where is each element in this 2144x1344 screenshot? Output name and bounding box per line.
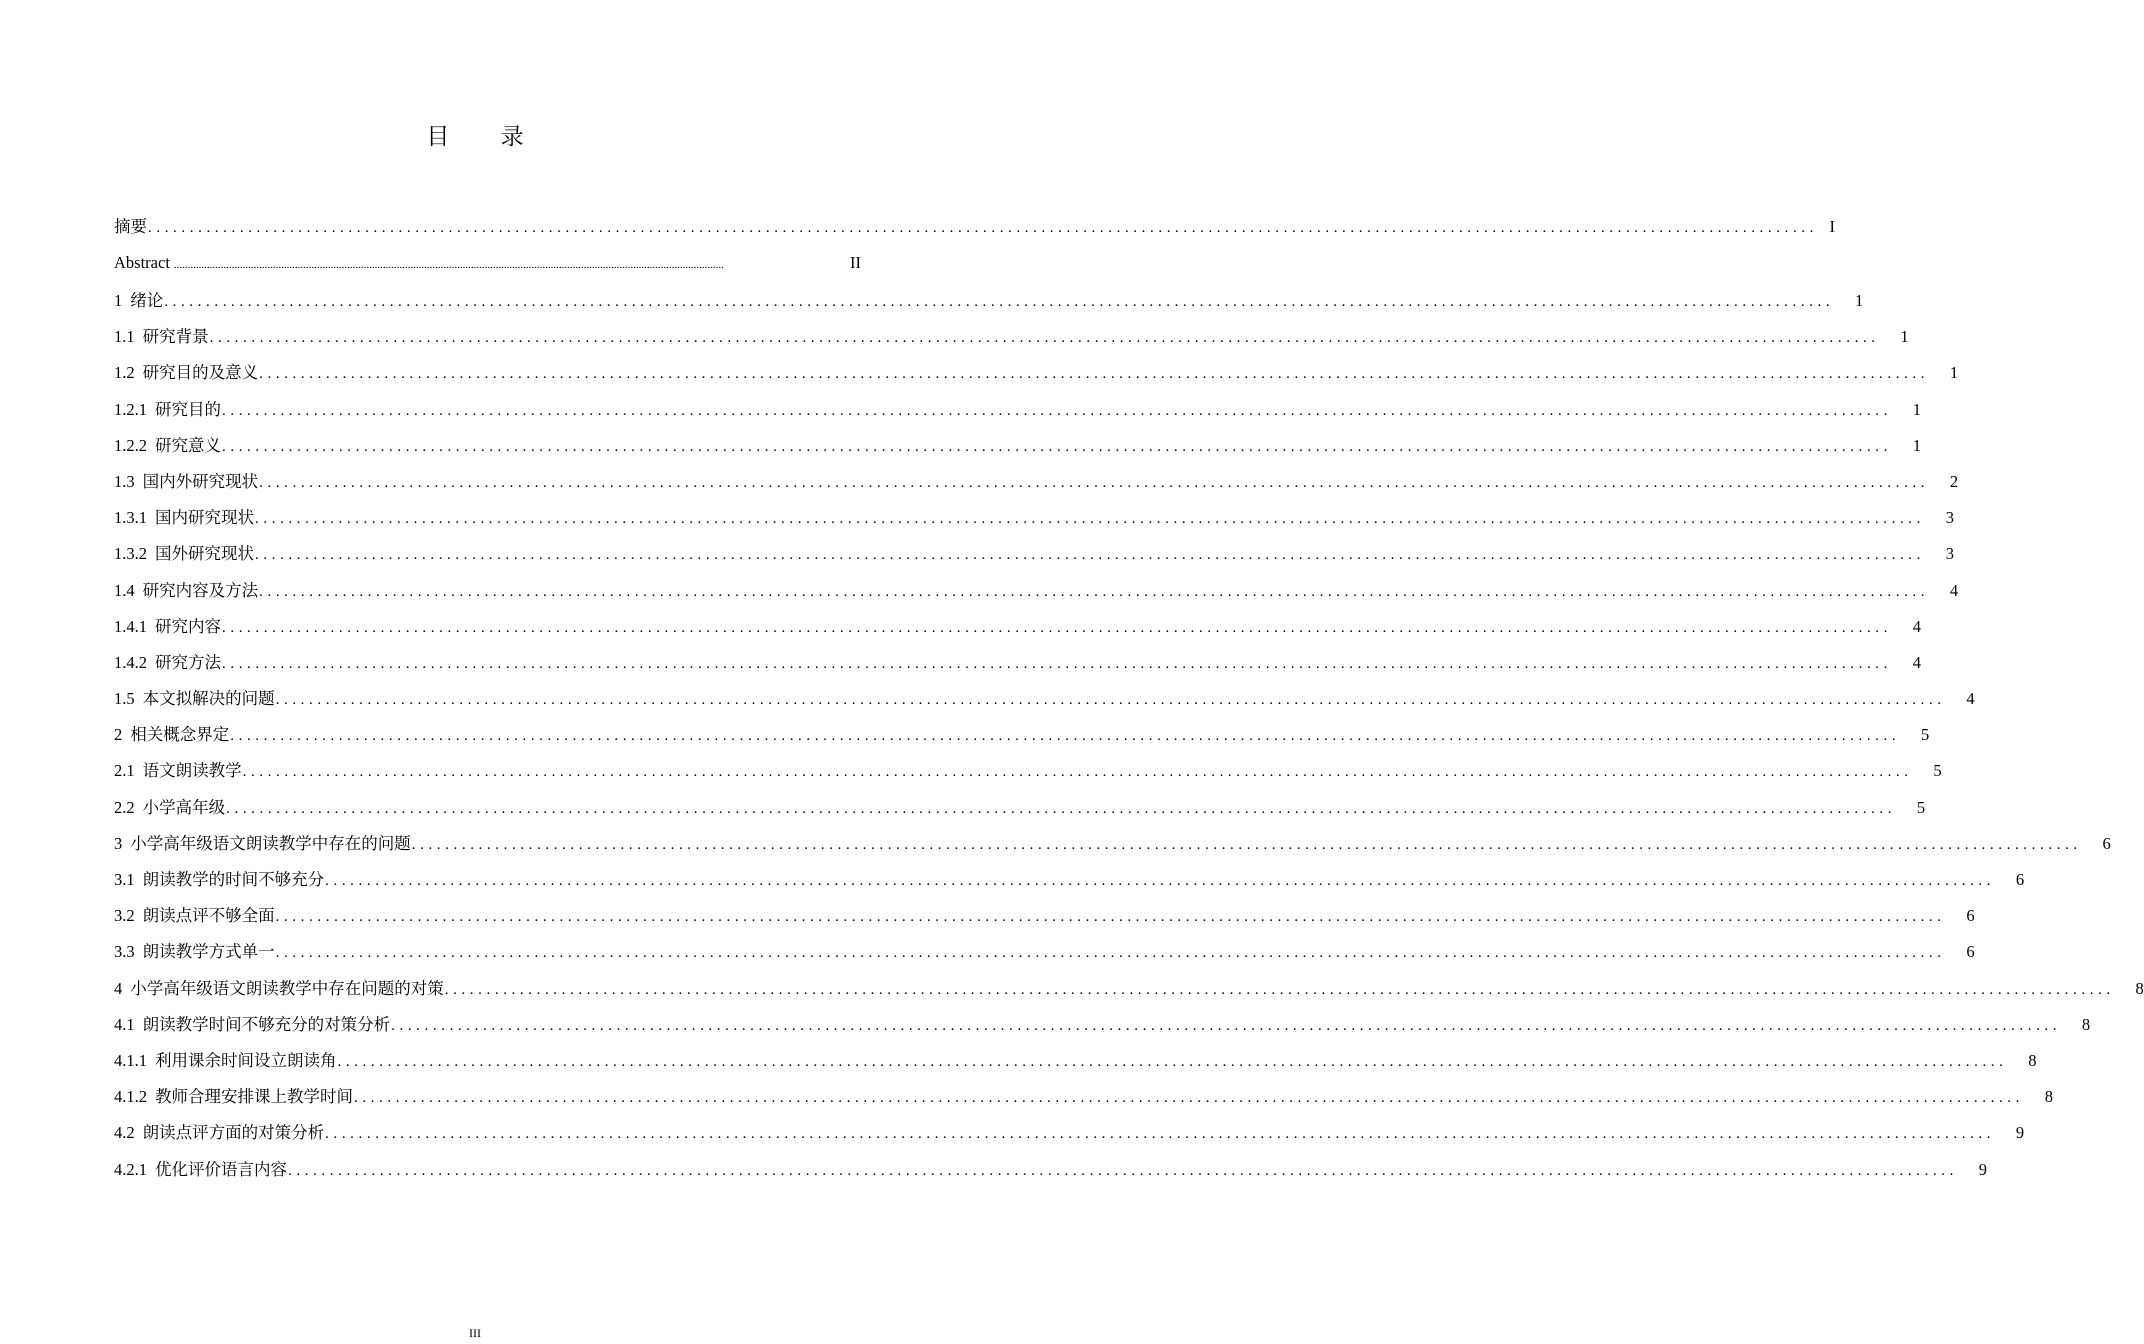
toc-entry-title: 小学高年级 (142, 797, 226, 817)
toc-entry[interactable] (114, 717, 1930, 753)
toc-entry-label (114, 609, 221, 645)
toc-entry-page: 4 (1912, 652, 1921, 672)
dot-leader: ........................................................................................................................................................................................................ (444, 981, 2115, 998)
toc-entry-page: II (850, 253, 861, 272)
toc-entry-number: 1.2.1 (114, 399, 147, 419)
toc-entry-page: 8 (2081, 1014, 2091, 1034)
toc-entry-number: 3.3 (114, 942, 135, 962)
toc-entry-page: 5 (1933, 761, 1942, 781)
toc-entry-page: 6 (1966, 906, 1975, 926)
toc-entry-label (114, 1079, 353, 1115)
dot-leader: ........................................................................................................................................................................................................ (275, 909, 1946, 926)
toc-entry-title: 国内外研究现状 (142, 471, 259, 491)
dot-leader: ........................................................................................................................................................................................................ (242, 764, 1913, 781)
toc-entry-page: 1 (1912, 435, 1921, 455)
toc-entry-title: 研究目的 (155, 399, 221, 419)
toc-entry[interactable] (114, 681, 1975, 717)
dot-leader: ........................................................................................................................................................................................................ (325, 1126, 1996, 1143)
toc-entry-page: 5 (1921, 725, 1930, 745)
page-footer-number: III (469, 1326, 481, 1340)
toc-entry[interactable] (114, 209, 1835, 245)
toc-entry-label (114, 392, 221, 428)
toc-entry-title: 教师合理安排课上教学时间 (155, 1087, 353, 1107)
toc-entry-number: 1.5 (114, 689, 135, 709)
toc-entry[interactable] (114, 1115, 2025, 1151)
toc-entry-page: 4 (1912, 616, 1921, 636)
toc-entry-number: 1.4 (114, 580, 135, 600)
dot-leader: ........................................................................................................................................................................................................ (222, 438, 1892, 455)
toc-entry-number: 4.1.1 (114, 1050, 147, 1070)
toc-entry-title: 本文拟解决的问题 (142, 689, 275, 709)
dot-leader: ........................................................................................................................................................................................................ (259, 583, 1930, 600)
toc-entry-label (114, 1152, 287, 1188)
toc-entry-label (114, 355, 258, 391)
toc-entry[interactable] (114, 645, 1921, 681)
toc-entry[interactable] (114, 826, 2111, 862)
toc-entry-title: 朗读教学时间不够充分的对策分析 (142, 1014, 391, 1034)
dot-leader: ........................................................................................................................................................................................................ (259, 474, 1930, 491)
toc-entry[interactable] (114, 283, 1864, 319)
dot-leader: ........................................................................................................................................................................................................ (325, 873, 1996, 889)
toc-entry-page: 6 (2102, 833, 2111, 853)
toc-entry-label (114, 1043, 337, 1079)
toc-entry-number: 1.1 (114, 327, 135, 347)
dot-leader: ........................................................................................................................................................................................................ (275, 692, 1946, 709)
toc-entry-number: 2 (114, 725, 123, 745)
toc-entry-title: 朗读点评方面的对策分析 (142, 1123, 325, 1143)
toc-entry[interactable] (114, 428, 1921, 464)
toc-entry-label (114, 826, 411, 862)
toc-entry-page: 2 (1949, 471, 1959, 491)
dot-leader: ........................................................................................................................................................................................................ (173, 259, 724, 271)
toc-entry-label (114, 681, 275, 717)
toc-entry-title: 国外研究现状 (155, 544, 254, 564)
toc-entry[interactable] (114, 319, 1909, 355)
dot-leader: ........................................................................................................................................................................................................ (354, 1090, 2024, 1107)
toc-entry[interactable] (114, 971, 2144, 1007)
toc-entry-title: 研究方法 (155, 652, 221, 672)
toc-entry-label (114, 717, 229, 753)
table-of-contents (114, 209, 2144, 1188)
toc-entry-label (114, 500, 254, 536)
toc-entry[interactable] (114, 464, 1959, 500)
dot-leader: ........................................................................................................................................................................................................ (164, 294, 1835, 310)
toc-entry-label (114, 428, 221, 464)
toc-entry-number: 3.2 (114, 906, 135, 926)
toc-entry[interactable] (114, 392, 1921, 428)
toc-entry-title: 摘要 (114, 217, 147, 236)
toc-entry-title: 相关概念界定 (130, 725, 230, 745)
toc-entry-page: 9 (2015, 1123, 2025, 1143)
toc-entry[interactable] (114, 355, 1959, 391)
toc-entry-page: 5 (1916, 797, 1926, 817)
toc-entry-number: 4.2.1 (114, 1159, 147, 1179)
dot-leader: ........................................................................................................................................................................................................ (222, 619, 1892, 636)
toc-entry-number: 2.2 (114, 797, 135, 817)
toc-entry-page: 6 (1966, 942, 1975, 962)
toc-entry[interactable] (114, 753, 1942, 789)
toc-entry-title: 研究意义 (155, 435, 221, 455)
toc-entry-title: 朗读点评不够全面 (142, 906, 275, 926)
toc-entry-label (114, 934, 275, 970)
dot-leader: ........................................................................................................................................................................................................ (259, 366, 1930, 383)
dot-leader: ........................................................................................................................................................................................................ (148, 220, 1818, 236)
toc-entry-number: 4.1 (114, 1014, 135, 1034)
dot-leader: ........................................................................................................................................................................................................ (288, 1162, 1958, 1179)
toc-entry-label (114, 245, 170, 281)
toc-entry-label (114, 1007, 390, 1043)
dot-leader: ........................................................................................................................................................................................................ (411, 836, 2082, 853)
toc-entry-page: 8 (2135, 978, 2144, 998)
toc-entry-number: 4.2 (114, 1123, 135, 1143)
dot-leader: ........................................................................................................................................................................................................ (255, 511, 1925, 528)
toc-entry[interactable] (114, 609, 1921, 645)
toc-entry-number: 4 (114, 978, 123, 998)
toc-entry-title: 小学高年级语文朗读教学中存在问题的对策 (130, 978, 444, 998)
toc-entry-title: 研究背景 (142, 327, 209, 347)
toc-entry-label (114, 862, 324, 898)
toc-entry[interactable] (114, 862, 2025, 898)
toc-entry-label (114, 464, 258, 500)
page-title: 目 录 (426, 124, 546, 150)
dot-leader: ........................................................................................................................................................................................................ (226, 800, 1897, 817)
toc-entry-page: 9 (1978, 1159, 1987, 1179)
dot-leader: ........................................................................................................................................................................................................ (222, 655, 1892, 672)
toc-entry[interactable] (114, 934, 1975, 970)
toc-entry[interactable] (114, 245, 861, 283)
toc-entry-title: 语文朗读教学 (142, 761, 242, 781)
toc-entry-label (114, 209, 147, 245)
toc-entry[interactable] (114, 536, 1954, 572)
toc-entry-number: 3.1 (114, 870, 135, 889)
toc-entry-page: 1 (1855, 291, 1864, 310)
toc-entry-title: 研究内容 (155, 616, 221, 636)
toc-entry-title: Abstract (114, 253, 170, 272)
toc-entry-label (114, 1115, 324, 1151)
toc-entry-number: 3 (114, 833, 123, 853)
toc-entry[interactable] (114, 1079, 2053, 1115)
dot-leader: ........................................................................................................................................................................................................ (230, 728, 1901, 745)
toc-entry-page: 6 (2015, 870, 2025, 889)
toc-entry-page: 3 (1945, 508, 1954, 528)
toc-entry-label (114, 283, 163, 319)
toc-entry-number: 1.3 (114, 471, 135, 491)
toc-entry-title: 朗读教学方式单一 (142, 942, 275, 962)
toc-entry-number: 1.3.2 (114, 544, 147, 564)
toc-entry-number: 1.2.2 (114, 435, 147, 455)
toc-entry-title: 朗读教学的时间不够充分 (142, 870, 325, 889)
toc-entry-page: 1 (1912, 399, 1921, 419)
dot-leader: ........................................................................................................................................................................................................ (209, 330, 1880, 347)
toc-entry-page: 1 (1900, 327, 1909, 347)
toc-entry-title: 优化评价语言内容 (155, 1159, 287, 1179)
toc-entry-title: 绪论 (130, 291, 164, 310)
toc-entry-number: 2.1 (114, 761, 135, 781)
toc-entry-label (114, 753, 242, 789)
toc-entry-label (114, 536, 254, 572)
dot-leader: ........................................................................................................................................................................................................ (337, 1053, 2008, 1070)
dot-leader: ........................................................................................................................................................................................................ (222, 402, 1892, 419)
toc-entry-number: 1.4.2 (114, 652, 147, 672)
toc-entry[interactable] (114, 1152, 1987, 1188)
toc-entry-label (114, 971, 444, 1007)
toc-entry-label (114, 573, 258, 609)
toc-entry-label (114, 319, 209, 355)
toc-entry[interactable] (114, 573, 1959, 609)
dot-leader: ........................................................................................................................................................................................................ (275, 945, 1946, 962)
toc-entry-label (114, 790, 225, 826)
toc-entry[interactable] (114, 500, 1954, 536)
toc-entry-number: 1.4.1 (114, 616, 147, 636)
toc-entry-page: I (1829, 217, 1835, 236)
toc-entry-number: 4.1.2 (114, 1087, 147, 1107)
toc-entry-page: 4 (1949, 580, 1959, 600)
toc-entry-title: 利用课余时间设立朗读角 (155, 1050, 337, 1070)
toc-entry-page: 3 (1945, 544, 1954, 564)
toc-entry-title: 研究内容及方法 (142, 580, 259, 600)
toc-entry-label (114, 898, 275, 934)
toc-entry-number: 1.2 (114, 363, 135, 383)
toc-entry-page: 1 (1949, 363, 1959, 383)
toc-entry-title: 国内研究现状 (155, 508, 254, 528)
toc-entry-number: 1 (114, 291, 123, 310)
toc-entry-page: 8 (2028, 1050, 2037, 1070)
toc-entry[interactable] (114, 1043, 2037, 1079)
dot-leader: ........................................................................................................................................................................................................ (255, 547, 1925, 564)
dot-leader: ........................................................................................................................................................................................................ (391, 1017, 2062, 1034)
toc-entry[interactable] (114, 790, 1926, 826)
toc-entry-title: 研究目的及意义 (142, 363, 259, 383)
toc-entry-page: 8 (2044, 1087, 2053, 1107)
toc-entry[interactable] (114, 1007, 2091, 1043)
toc-entry-label (114, 645, 221, 681)
toc-entry-number: 1.3.1 (114, 508, 147, 528)
toc-entry-title: 小学高年级语文朗读教学中存在的问题 (130, 833, 411, 853)
toc-entry[interactable] (114, 898, 1975, 934)
toc-entry-page: 4 (1966, 689, 1975, 709)
